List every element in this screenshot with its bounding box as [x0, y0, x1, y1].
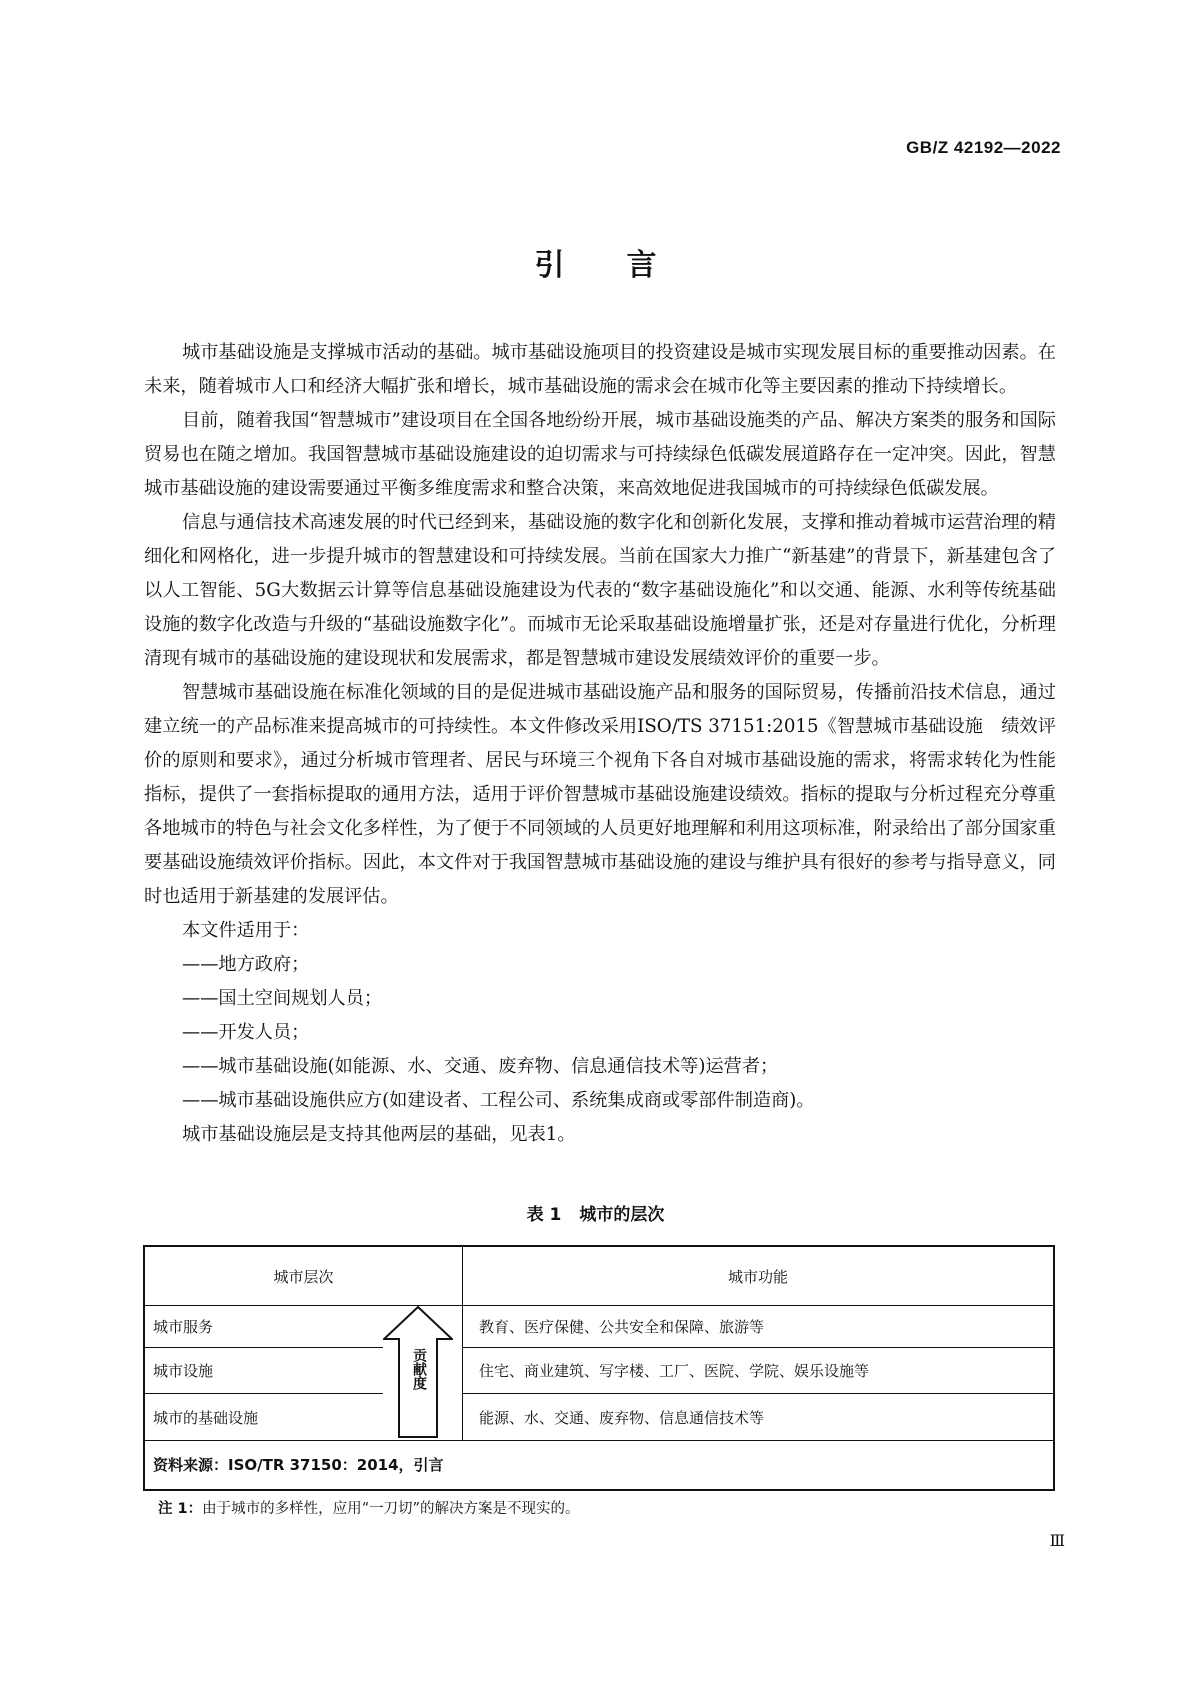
table-cell-level: 城市设施	[153, 1362, 214, 1380]
paragraph: 目前，随着我国“智慧城市”建设项目在全国各地纷纷开展，城市基础设施类的产品、解决方案类的服务和国际贸易也在随之增加。我国智慧城市基础设施建设的迫切需求与可持续绿色低碳发展道路存在一定冲突。因此，智慧城市基础设施的建设需要通过平衡多维度需求和整合决策，来高效地促进我国城市的可持续绿色低碳发展。	[144, 410, 1056, 499]
note-label: 注 1：	[158, 1501, 203, 1517]
table-cell-function: 能源、水、交通、废弃物、信息通信技术等	[479, 1408, 765, 1427]
section-title: 引言	[534, 248, 719, 283]
paragraph: 城市基础设施层是支持其他两层的基础，见表1。	[182, 1124, 576, 1145]
contribution-arrow	[383, 1306, 453, 1438]
list-item: ——国土空间规划人员；	[182, 988, 383, 1009]
paragraph: 信息与通信技术高速发展的时代已经到来，基础设施的数字化和创新化发展，支撑和推动着城市运营治理的精细化和网格化，进一步提升城市的智慧建设和可持续发展。当前在国家大力推广“新基建”的背景下，新基建包含了以人工智能、5G大数据云计算等信息基础设施建设为代表的“数字基础设施化”和以交通、能源、水利等传统基础设施的数字化改造与升级的“基础设施数字化”。而城市无论采取基础设施增量扩张，还是对存量进行优化，分析理清现有城市的基础设施的建设现状和发展需求，都是智慧城市建设发展绩效评价的重要一步。	[144, 512, 1056, 669]
list-item: ——城市基础设施供应方(如建设者、工程公司、系统集成商或零部件制造商)。	[182, 1090, 815, 1111]
arrow-label: 贡献度	[411, 1348, 427, 1390]
table-source: 资料来源：ISO/TR 37150：2014，引言	[153, 1455, 444, 1474]
table-header-function: 城市功能	[727, 1267, 788, 1286]
page-number: Ⅲ	[1049, 1531, 1065, 1550]
city-levels-table	[143, 1245, 1055, 1491]
table-caption-title: 城市的层次	[579, 1205, 665, 1225]
paragraph: 本文件适用于：	[182, 920, 310, 941]
table-caption	[0, 1200, 1191, 1225]
table-cell-level: 城市的基础设施	[153, 1408, 259, 1427]
table-caption-number: 表 1	[526, 1205, 562, 1225]
paragraph: 城市基础设施是支撑城市活动的基础。城市基础设施项目的投资建设是城市实现发展目标的重要推动因素。在未来，随着城市人口和经济大幅扩张和增长，城市基础设施的需求会在城市化等主要因素的推动下持续增长。	[144, 342, 1056, 397]
standard-code: GB/Z 42192—2022	[906, 138, 1061, 157]
list-item: ——城市基础设施(如能源、水、交通、废弃物、信息通信技术等)运营者；	[182, 1056, 779, 1077]
paragraph: 智慧城市基础设施在标准化领域的目的是促进城市基础设施产品和服务的国际贸易，传播前沿技术信息，通过建立统一的产品标准来提高城市的可持续性。本文件修改采用ISO/TS 37151:2015《智慧城市基础设施 绩效评价的原则和要求》，通过分析城市管理者、居民与环境三个视角下各自对城市基础设施的需求，将需求转化为性能指标，提供了一套指标提取的通用方法，适用于评价智慧城市基础设施建设绩效。指标的提取与分析过程充分尊重各地城市的特色与社会文化多样性，为了便于不同领域的人员更好地理解和利用这项标准，附录给出了部分国家重要基础设施绩效评价指标。因此，本文件对于我国智慧城市基础设施的建设与维护具有很好的参考与指导意义，同时也适用于新基建的发展评估。	[144, 682, 1056, 907]
list-item: ——地方政府；	[182, 954, 310, 975]
table-cell-function: 住宅、商业建筑、写字楼、工厂、医院、学院、娱乐设施等	[479, 1362, 870, 1380]
table-cell-level: 城市服务	[153, 1318, 214, 1336]
list-item: ——开发人员；	[182, 1022, 310, 1043]
body-text	[144, 336, 1056, 1152]
table-cell-function: 教育、医疗保健、公共安全和保障、旅游等	[479, 1318, 765, 1336]
table-note	[158, 1497, 579, 1518]
note-text: 由于城市的多样性，应用“一刀切”的解决方案是不现实的。	[202, 1501, 580, 1517]
table-header-level: 城市层次	[273, 1267, 334, 1286]
